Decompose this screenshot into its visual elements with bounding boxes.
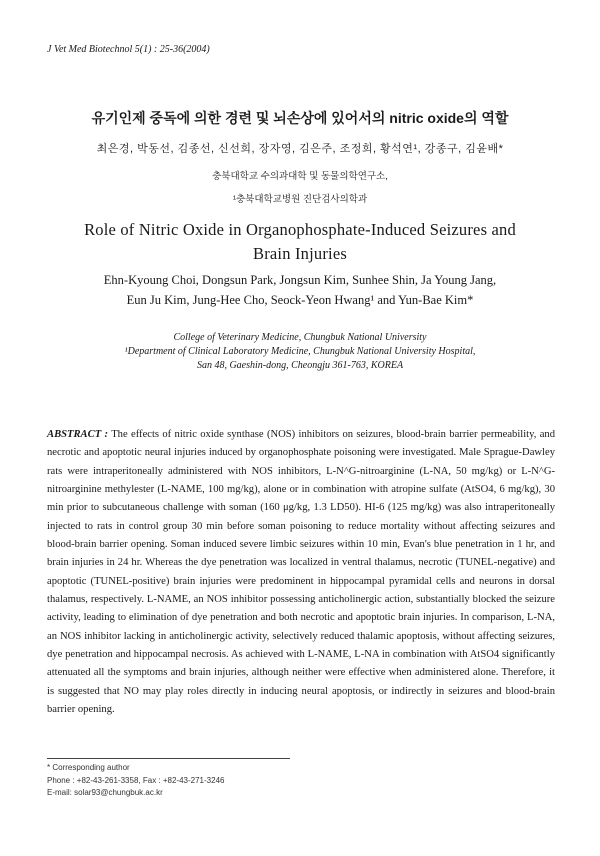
english-title-line-2: Brain Injuries [253, 244, 347, 263]
footnote-phone: Phone : +82-43-261-3358, Fax : +82-43-271-3246 [47, 775, 225, 785]
korean-title: 유기인제 중독에 의한 경련 및 뇌손상에 있어서의 nitric oxide의 역할 [91, 110, 509, 126]
english-affiliation-line-2: ¹Department of Clinical Laboratory Medicine, Chungbuk National University Hospital, [124, 346, 476, 357]
english-authors-line-1: Ehn-Kyoung Choi, Dongsun Park, Jongsun Kim, Sunhee Shin, Ja Young Jang, [103, 273, 497, 287]
english-title [0, 218, 600, 266]
korean-authors: 최은경, 박동선, 김종선, 신선희, 장자영, 김은주, 조정희, 황석연¹, 강종구, 김윤배* [96, 143, 504, 155]
abstract-text: The effects of nitric oxide synthase (NOS) inhibitors on seizures, blood-brain barrier permeability, and necrotic and apoptotic neural injuries induced by organophosphate poisoning were investigated. Male Sprague-Dawley rats were intraperitoneally administered with NOS inhibitors, L-N^G-nitroarginine (L-NA, 50 mg/kg) or L-N^G-nitroarginine methylester (L-NAME, 100 mg/kg), alone or in combination with atropine sulfate (AtSO4, 6 mg/kg), 30 min prior to subcutaneous challenge with soman (160 μg/kg, 1.3 LD50). HI-6 (125 mg/kg) was also intraperitoneally injected to rats in control group 30 min before soman poisoning to reduce mortality without affecting seizures and blood-brain barrier opening. Soman induced severe limbic seizures within 10 min, Evan's blue penetration in 1 hr, and brain injuries in 24 hr. Whereas the dye penetration was localized in ventral thalamus, necrotic (TUNEL-negative) and apoptotic (TUNEL-positive) brain injuries were predominent in hippocampal pyramidal cells and neurons in dorsal thalamus, respectively. L-NAME, an NOS inhibitor possessing anticholinergic action, substantially blocked the seizure activity, leading to elimination of dye penetration and both necrotic and apoptotic brain injuries. In comparison, L-NA, an NOS inhibitor lacking in anticholinergic activity, selectively reduced thalamic apoptosis, without affecting seizures, dye penetration and hippocampal necrosis. As achieved with L-NAME, L-NA in combination with AtSO4 significantly attenuated all the symptoms and brain injuries, although neither were effective when administered alone. Therefore, it is suggested that NO may play roles directly in inducing neural apoptosis, or indirectly in seizures and blood-brain barrier opening. [47, 429, 555, 716]
abstract [47, 426, 555, 720]
english-affiliation-line-3: San 48, Gaeshin-dong, Cheongju 361-763, KOREA [196, 360, 404, 371]
korean-affiliation-2: ¹충북대학교병원 진단검사의학과 [232, 194, 368, 205]
footnote-email: E-mail: solar93@chungbuk.ac.kr [47, 788, 163, 797]
footnote-corresponding: * Corresponding author [47, 763, 130, 772]
footnote-divider [47, 758, 290, 759]
english-affiliation-line-1: College of Veterinary Medicine, Chungbuk National University [173, 332, 427, 343]
english-authors-line-2: Eun Ju Kim, Jung-Hee Cho, Seock-Yeon Hwang¹ and Yun-Bae Kim* [126, 293, 474, 307]
english-title-line-1: Role of Nitric Oxide in Organophosphate-Induced Seizures and [84, 220, 516, 239]
journal-citation: J Vet Med Biotechnol 5(1) : 25-36(2004) [47, 44, 210, 55]
footnote [47, 762, 224, 800]
english-affiliation [0, 331, 600, 373]
korean-affiliation-1: 충북대학교 수의과대학 및 동물의학연구소, [212, 171, 388, 182]
english-authors [0, 270, 600, 310]
abstract-label: ABSTRACT : [47, 429, 109, 440]
